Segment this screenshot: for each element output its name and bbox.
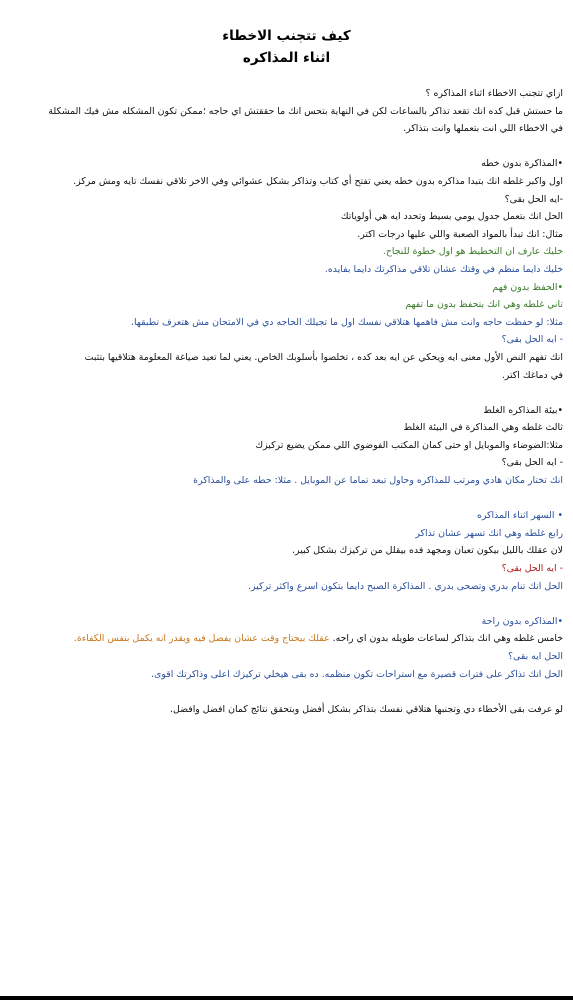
example-line: مثلا: لو حفظت حاجه وانت مش فاهمها هتلاقي نفسك اول ما تجيلك الحاجه دي في الامتحان مش هتعرف تطبقها. <box>130 316 563 328</box>
solution-question: - ايه الحل بقى؟ <box>501 457 563 469</box>
section-line: لان عقلك بالليل بيكون تعبان ومجهد فده بيقلل من تركيزك بشكل كبير. <box>292 545 563 557</box>
section-line: في دماغك اكتر. <box>501 369 563 381</box>
solution-question: - ايه الحل بقى؟ <box>501 563 563 575</box>
example-line: مثال: انك تبدأ بالمواد الصعبة واللي عليها درجات اكتر. <box>357 228 563 240</box>
intro-paragraph-line: في الاخطاء اللي انت بتعملها وانت بتذاكر. <box>403 123 563 135</box>
tip-line: خليك عارف ان التخطيط هو اول خطوة للنجاح. <box>382 246 563 258</box>
section-heading-no-plan: •المذاكرة بدون خطه <box>481 158 563 170</box>
solution-question: - ايه الحل بقى؟ <box>501 334 563 346</box>
section-line-part-a: خامس غلطه وهي انك بتذاكر لساعات طويله بدون اي راحه. <box>332 633 563 645</box>
section-line: الحل انك تنام بدري وتصحى بدري . المذاكرة الصبح دايما بتكون اسرع واكثر تركيز. <box>248 580 563 592</box>
section-heading-environment: •بيئة المذاكره الغلط <box>483 404 563 416</box>
intro-question: ازاي تتجنب الاخطاء اثناء المذاكره ؟ <box>425 88 563 99</box>
page-title-line-2: اثناء المذاكره <box>242 50 331 66</box>
section-line: تاني غلطه وهي انك بتحفظ بدون ما تفهم <box>405 299 563 311</box>
section-line: اول واكبر غلطه انك بتبدا مذاكره بدون خطه يعني تفتح أي كتاب وتذاكر بشكل عشوائي وفي الاخر تلاقي نفسك تايه ومش مركز. <box>73 175 563 187</box>
section-line: الحل انك تذاكر على فترات قصيرة مع استراحات تكون منظمه. ده بقى هيخلي تركيزك اعلى وذاكرتك اقوى. <box>151 668 563 680</box>
example-line: مثلا:الضوضاء والموبايل او حتى كمان المكتب الفوضوي اللي ممكن يضيع تركيزك <box>255 439 563 451</box>
spacer <box>6 384 563 402</box>
section-heading-no-rest: •المذاكره بدون راحة <box>481 615 563 627</box>
spacer <box>6 138 563 156</box>
section-line: الحل انك بتعمل جدول يومي بسيط وتحدد ايه هي أولوياتك <box>340 211 563 223</box>
solution-question: الحل ايه بقى؟ <box>508 651 563 662</box>
tip-line: خليك دايما منظم في وقتك عشان تلاقي مذاكرتك دايما بفايده. <box>324 263 563 275</box>
section-line: انك تختار مكان هادي ومرتب للمذاكره وحاول تبعد تماما عن الموبايل . مثلا: حطه على والمذاكرة <box>193 475 563 487</box>
section-line: ثالث غلطه وهي المذاكرة في البيئة الغلط <box>403 422 563 434</box>
section-line: رابع غلطه وهي انك تسهر عشان تذاكر <box>415 527 563 539</box>
section-heading-memorize: •الحفظ بدون فهم <box>492 281 563 293</box>
closing-line: لو عرفت بقى الأخطاء دي وتجنبها هتلاقي نفسك بتذاكر بشكل أفضل وبتحقق نتائج كمان افضل وافضل. <box>170 703 563 715</box>
section-line-part-b: عقلك بيحتاج وقت عشان يفصل فيه ويقدر انه يكمل بنفس الكفاءة. <box>73 633 330 645</box>
bottom-edge-bar <box>0 996 573 1000</box>
section-heading-late-night: • السهر اثناء المذاكره <box>476 510 563 522</box>
title-block <box>0 25 573 69</box>
spacer <box>6 683 563 701</box>
document-body <box>6 85 563 718</box>
page-title-line-1: كيف تتجنب الاخطاء <box>222 28 351 44</box>
spacer <box>6 490 563 508</box>
section-line: انك تفهم النص الأول معنى ايه ويحكي عن ايه بعد كده ، تخلصوا بأسلوبك الخاص. يعني لما تعيد صياغة المعلومة هتلاقيها بتثبت <box>84 351 563 363</box>
section-line <box>6 630 563 648</box>
spacer <box>6 595 563 613</box>
intro-paragraph-line: ما حستش قبل كده انك تقعد تذاكر بالساعات لكن في النهاية بتحس انك ما حققتش اي حاجه ؛ممكن تكون المشكله مش فيك المشكلة <box>48 105 563 117</box>
solution-question: -ايه الحل بقى؟ <box>504 193 563 205</box>
